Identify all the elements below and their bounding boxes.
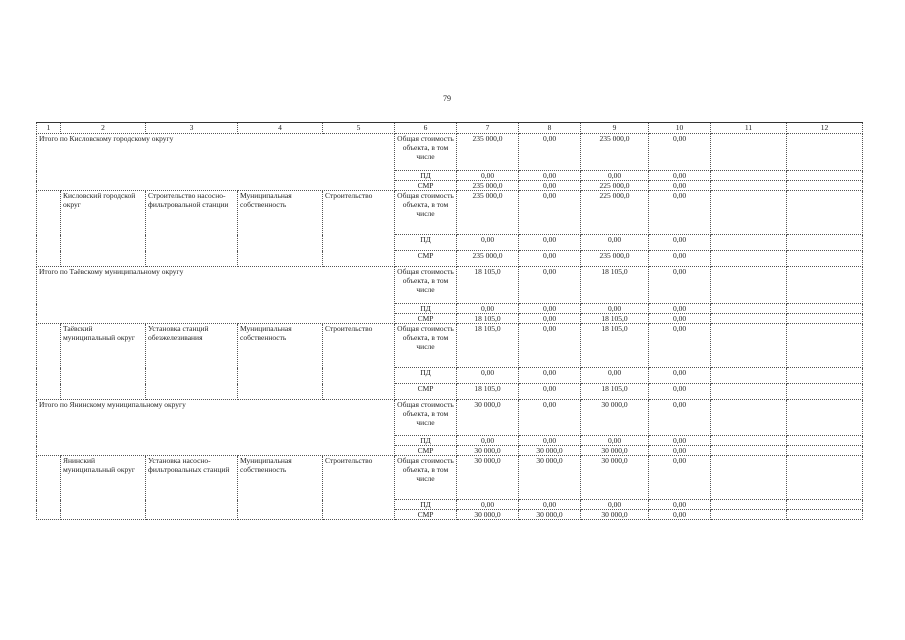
header-cell: 12	[787, 123, 863, 134]
value-cell: 235 000,0	[457, 191, 519, 235]
header-cell: 9	[581, 123, 649, 134]
value-cell: 0,00	[457, 171, 519, 181]
value-cell: 0,00	[519, 235, 581, 251]
value-cell: 0,00	[457, 436, 519, 446]
row-label: ПД	[395, 436, 457, 446]
value-cell: 235 000,0	[581, 251, 649, 267]
empty-cell	[787, 251, 863, 267]
value-cell: 235 000,0	[581, 134, 649, 171]
value-cell: 18 105,0	[457, 384, 519, 400]
municipality-name: Таёвский муниципальный округ	[61, 324, 146, 400]
entry-row	[37, 191, 863, 235]
work-type: Строительство	[323, 456, 395, 520]
ownership-form: Муниципальная собственность	[238, 456, 323, 520]
value-cell: 0,00	[519, 436, 581, 446]
value-cell: 30 000,0	[519, 456, 581, 500]
entry-row	[37, 324, 863, 368]
empty-cell	[711, 446, 787, 456]
row-label: ПД	[395, 368, 457, 384]
value-cell: 0,00	[519, 384, 581, 400]
value-cell: 18 105,0	[457, 324, 519, 368]
value-cell: 235 000,0	[457, 181, 519, 191]
value-cell: 0,00	[649, 500, 711, 510]
empty-cell	[37, 456, 61, 520]
entry-row	[37, 456, 863, 500]
value-cell: 0,00	[649, 251, 711, 267]
subtotal-row	[37, 400, 863, 436]
empty-cell	[787, 446, 863, 456]
row-label: СМР	[395, 181, 457, 191]
header-cell: 8	[519, 123, 581, 134]
header-cell: 4	[238, 123, 323, 134]
row-label: ПД	[395, 500, 457, 510]
value-cell: 30 000,0	[519, 446, 581, 456]
empty-cell	[711, 235, 787, 251]
empty-cell	[787, 181, 863, 191]
empty-cell	[37, 324, 61, 400]
empty-cell	[711, 304, 787, 314]
subtotal-row	[37, 134, 863, 171]
value-cell: 0,00	[649, 456, 711, 500]
value-cell: 0,00	[581, 436, 649, 446]
empty-cell	[711, 181, 787, 191]
value-cell: 18 105,0	[581, 314, 649, 324]
row-label: Общая стоимость объекта, в том числе	[395, 400, 457, 436]
value-cell: 0,00	[649, 510, 711, 520]
value-cell: 30 000,0	[581, 456, 649, 500]
header-cell: 3	[146, 123, 238, 134]
empty-cell	[711, 436, 787, 446]
header-cell: 7	[457, 123, 519, 134]
value-cell: 0,00	[581, 304, 649, 314]
empty-cell	[711, 251, 787, 267]
row-label: ПД	[395, 171, 457, 181]
value-cell: 18 105,0	[457, 314, 519, 324]
subtotal-label: Итого по Кисловскому городскому округу	[37, 134, 395, 191]
value-cell: 0,00	[581, 500, 649, 510]
value-cell: 0,00	[649, 304, 711, 314]
value-cell: 235 000,0	[457, 251, 519, 267]
subtotal-label: Итого по Янинскому муниципальному округу	[37, 400, 395, 456]
empty-cell	[787, 324, 863, 368]
header-cell: 1	[37, 123, 61, 134]
value-cell: 0,00	[519, 400, 581, 436]
value-cell: 0,00	[581, 171, 649, 181]
empty-cell	[787, 456, 863, 500]
value-cell: 30 000,0	[457, 446, 519, 456]
value-cell: 30 000,0	[457, 510, 519, 520]
empty-cell	[711, 314, 787, 324]
value-cell: 0,00	[519, 134, 581, 171]
header-cell: 11	[711, 123, 787, 134]
value-cell: 225 000,0	[581, 181, 649, 191]
value-cell: 0,00	[649, 267, 711, 304]
value-cell: 0,00	[457, 304, 519, 314]
value-cell: 0,00	[519, 500, 581, 510]
empty-cell	[711, 191, 787, 235]
value-cell: 30 000,0	[457, 456, 519, 500]
value-cell: 30 000,0	[581, 446, 649, 456]
empty-cell	[787, 500, 863, 510]
value-cell: 0,00	[649, 446, 711, 456]
value-cell: 0,00	[649, 400, 711, 436]
value-cell: 0,00	[649, 235, 711, 251]
row-label: СМР	[395, 510, 457, 520]
empty-cell	[787, 314, 863, 324]
value-cell: 0,00	[649, 324, 711, 368]
row-label: Общая стоимость объекта, в том числе	[395, 456, 457, 500]
municipality-name: Кисловский городской округ	[61, 191, 146, 267]
header-cell: 6	[395, 123, 457, 134]
empty-cell	[787, 436, 863, 446]
empty-cell	[711, 400, 787, 436]
value-cell: 0,00	[519, 191, 581, 235]
value-cell: 0,00	[519, 314, 581, 324]
table-body	[37, 123, 863, 520]
value-cell: 0,00	[649, 314, 711, 324]
empty-cell	[711, 324, 787, 368]
empty-cell	[711, 171, 787, 181]
value-cell: 0,00	[649, 384, 711, 400]
row-label: Общая стоимость объекта, в том числе	[395, 191, 457, 235]
value-cell: 235 000,0	[457, 134, 519, 171]
value-cell: 18 105,0	[581, 267, 649, 304]
empty-cell	[787, 510, 863, 520]
row-label: Общая стоимость объекта, в том числе	[395, 134, 457, 171]
value-cell: 0,00	[457, 368, 519, 384]
object-name: Установка станций обезжелезивания	[146, 324, 238, 400]
value-cell: 30 000,0	[581, 400, 649, 436]
value-cell: 0,00	[519, 181, 581, 191]
subtotal-row	[37, 267, 863, 304]
value-cell: 0,00	[457, 235, 519, 251]
header-cell: 2	[61, 123, 146, 134]
empty-cell	[787, 304, 863, 314]
value-cell: 0,00	[519, 324, 581, 368]
value-cell: 225 000,0	[581, 191, 649, 235]
value-cell: 30 000,0	[581, 510, 649, 520]
value-cell: 0,00	[519, 304, 581, 314]
row-label: ПД	[395, 304, 457, 314]
row-label: Общая стоимость объекта, в том числе	[395, 324, 457, 368]
row-label: СМР	[395, 384, 457, 400]
empty-cell	[711, 384, 787, 400]
value-cell: 30 000,0	[457, 400, 519, 436]
value-cell: 0,00	[519, 171, 581, 181]
row-label: Общая стоимость объекта, в том числе	[395, 267, 457, 304]
object-name: Установка насосно-фильтровальных станций	[146, 456, 238, 520]
subtotal-label: Итого по Таёвскому муниципальному округу	[37, 267, 395, 324]
value-cell: 0,00	[649, 436, 711, 446]
work-type: Строительство	[323, 191, 395, 267]
row-label: СМР	[395, 314, 457, 324]
value-cell: 0,00	[519, 368, 581, 384]
value-cell: 0,00	[519, 267, 581, 304]
ownership-form: Муниципальная собственность	[238, 324, 323, 400]
ownership-form: Муниципальная собственность	[238, 191, 323, 267]
empty-cell	[787, 191, 863, 235]
empty-cell	[787, 267, 863, 304]
municipality-name: Янинский муниципальный округ	[61, 456, 146, 520]
value-cell: 0,00	[649, 181, 711, 191]
value-cell: 0,00	[649, 134, 711, 171]
empty-cell	[787, 235, 863, 251]
value-cell: 0,00	[649, 368, 711, 384]
empty-cell	[37, 191, 61, 267]
empty-cell	[711, 134, 787, 171]
investment-table	[36, 122, 863, 520]
empty-cell	[787, 368, 863, 384]
value-cell: 18 105,0	[581, 324, 649, 368]
empty-cell	[711, 500, 787, 510]
row-label: СМР	[395, 251, 457, 267]
row-label: ПД	[395, 235, 457, 251]
empty-cell	[711, 368, 787, 384]
value-cell: 18 105,0	[457, 267, 519, 304]
empty-cell	[711, 267, 787, 304]
empty-cell	[787, 384, 863, 400]
empty-cell	[787, 171, 863, 181]
value-cell: 0,00	[649, 171, 711, 181]
object-name: Строительство насосно-фильтровальной станции	[146, 191, 238, 267]
column-number-row	[37, 123, 863, 134]
value-cell: 0,00	[581, 368, 649, 384]
page-number: 79	[443, 94, 451, 103]
header-cell: 10	[649, 123, 711, 134]
work-type: Строительство	[323, 324, 395, 400]
value-cell: 18 105,0	[581, 384, 649, 400]
value-cell: 0,00	[649, 191, 711, 235]
empty-cell	[711, 510, 787, 520]
header-cell: 5	[323, 123, 395, 134]
empty-cell	[787, 400, 863, 436]
empty-cell	[711, 456, 787, 500]
empty-cell	[787, 134, 863, 171]
row-label: СМР	[395, 446, 457, 456]
value-cell: 0,00	[457, 500, 519, 510]
value-cell: 0,00	[519, 251, 581, 267]
value-cell: 0,00	[581, 235, 649, 251]
value-cell: 30 000,0	[519, 510, 581, 520]
